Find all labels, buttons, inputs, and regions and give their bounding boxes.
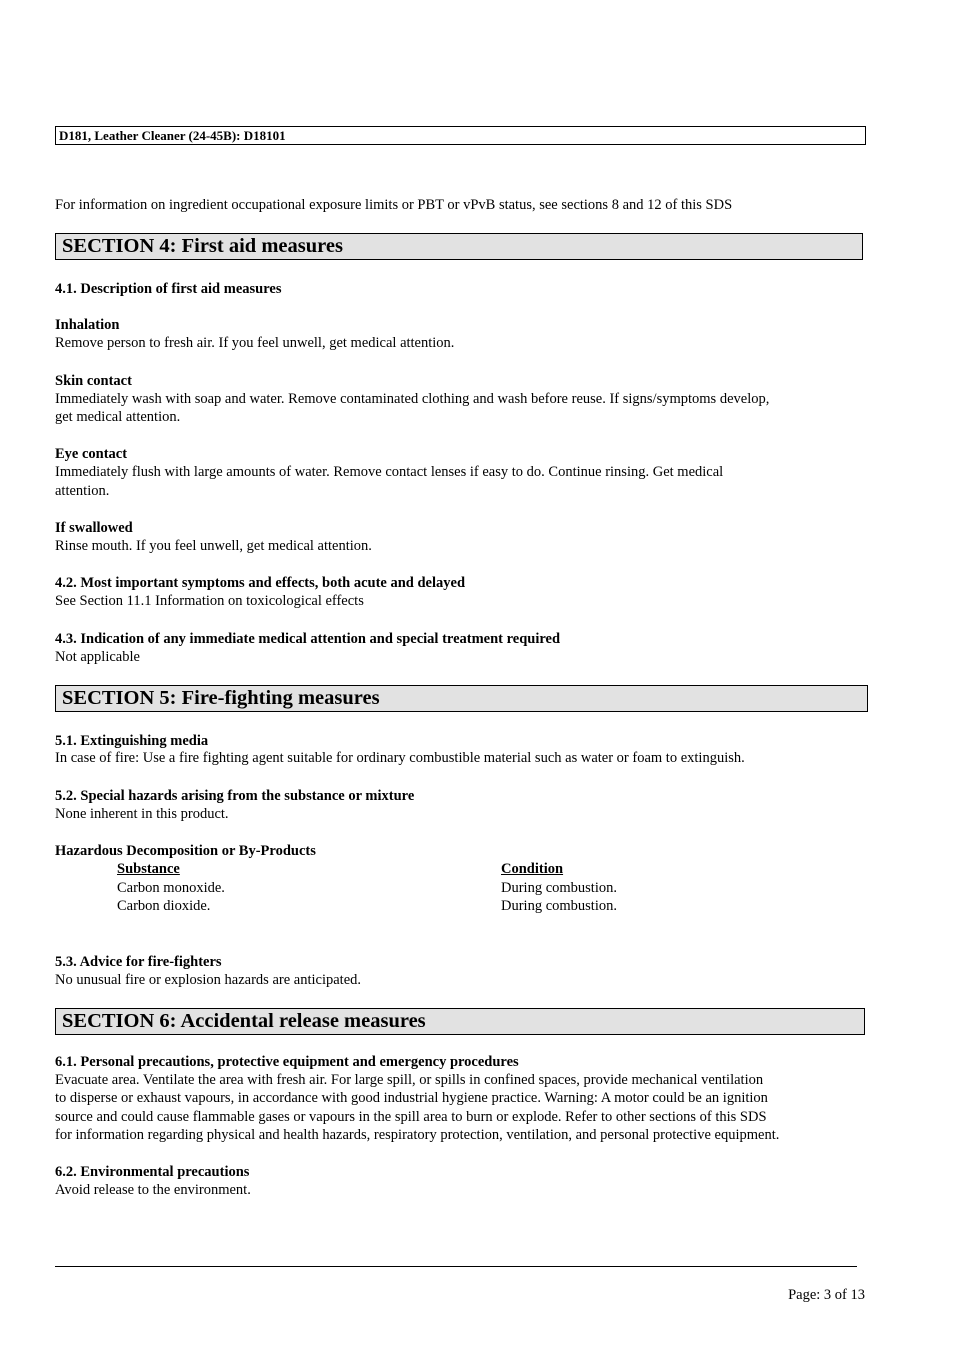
skin-text-2: get medical attention.: [55, 409, 181, 425]
s52-heading: 5.2. Special hazards arising from the substance or mixture: [55, 788, 415, 804]
s61-text-1: Evacuate area. Ventilate the area with fresh air. For large spill, or spills in confined spaces, provide mechanical ventilation: [55, 1072, 764, 1088]
s62-heading: 6.2. Environmental precautions: [55, 1164, 250, 1180]
inhalation-label: Inhalation: [55, 317, 120, 333]
table-header-substance: Substance: [117, 861, 180, 877]
section-4-header: [55, 233, 863, 260]
section-6-title: SECTION 6: Accidental release measures: [62, 1010, 426, 1032]
s61-text-2: to disperse or exhaust vapours, in accordance with good industrial hygiene practice. Warning: A motor could be an ignition: [55, 1090, 768, 1106]
skin-label: Skin contact: [55, 373, 132, 389]
swallow-text: Rinse mouth. If you feel unwell, get medical attention.: [55, 538, 372, 554]
s42-text: See Section 11.1 Information on toxicological effects: [55, 593, 364, 609]
skin-text-1: Immediately wash with soap and water. Remove contaminated clothing and wash before reuse. If signs/symptoms develop,: [55, 391, 770, 407]
footer-rule: [55, 1266, 857, 1267]
s51-heading: 5.1. Extinguishing media: [55, 733, 209, 749]
s52-text: None inherent in this product.: [55, 806, 229, 822]
eye-label: Eye contact: [55, 446, 128, 462]
section-4-title: SECTION 4: First aid measures: [62, 235, 343, 257]
table-cell-substance: Carbon monoxide.: [117, 880, 225, 896]
s61-heading: 6.1. Personal precautions, protective equipment and emergency procedures: [55, 1054, 519, 1070]
s51-text: In case of fire: Use a fire fighting agent suitable for ordinary combustible material such as water or foam to extinguish.: [55, 750, 745, 766]
table-header-condition: Condition: [501, 861, 564, 877]
inhalation-text: Remove person to fresh air. If you feel unwell, get medical attention.: [55, 335, 455, 351]
s61-text-4: for information regarding physical and health hazards, respiratory protection, ventilation, and personal protective equipment.: [55, 1127, 780, 1143]
eye-text-1: Immediately flush with large amounts of water. Remove contact lenses if easy to do. Continue rinsing. Get medical: [55, 464, 724, 480]
page-number: Page: 3 of 13: [788, 1287, 865, 1303]
table-cell-condition: During combustion.: [501, 898, 617, 914]
table-cell-substance: Carbon dioxide.: [117, 898, 211, 914]
s53-heading: 5.3. Advice for fire-fighters: [55, 954, 222, 970]
product-identifier: D181, Leather Cleaner (24-45B): D18101: [59, 128, 286, 143]
s43-heading: 4.3. Indication of any immediate medical attention and special treatment required: [55, 631, 561, 647]
table-cell-condition: During combustion.: [501, 880, 617, 896]
s62-text: Avoid release to the environment.: [55, 1182, 251, 1198]
section-6-header: [55, 1008, 865, 1035]
s61-text-3: source and could cause flammable gases or vapours in the spill area to burn or explode. Refer to other sections of this SDS: [55, 1109, 767, 1125]
intro-note: For information on ingredient occupational exposure limits or PBT or vPvB status, see sections 8 and 12 of this SDS: [55, 197, 733, 213]
section-5-title: SECTION 5: Fire-fighting measures: [62, 687, 380, 709]
swallow-label: If swallowed: [55, 520, 133, 536]
s53-text: No unusual fire or explosion hazards are anticipated.: [55, 972, 362, 988]
s43-text: Not applicable: [55, 649, 140, 665]
section-5-header: [55, 685, 868, 712]
s42-heading: 4.2. Most important symptoms and effects, both acute and delayed: [55, 575, 466, 591]
eye-text-2: attention.: [55, 483, 110, 499]
s41-heading: 4.1. Description of first aid measures: [55, 281, 282, 297]
document-header: [55, 126, 866, 145]
hazdec-heading: Hazardous Decomposition or By-Products: [55, 843, 316, 859]
